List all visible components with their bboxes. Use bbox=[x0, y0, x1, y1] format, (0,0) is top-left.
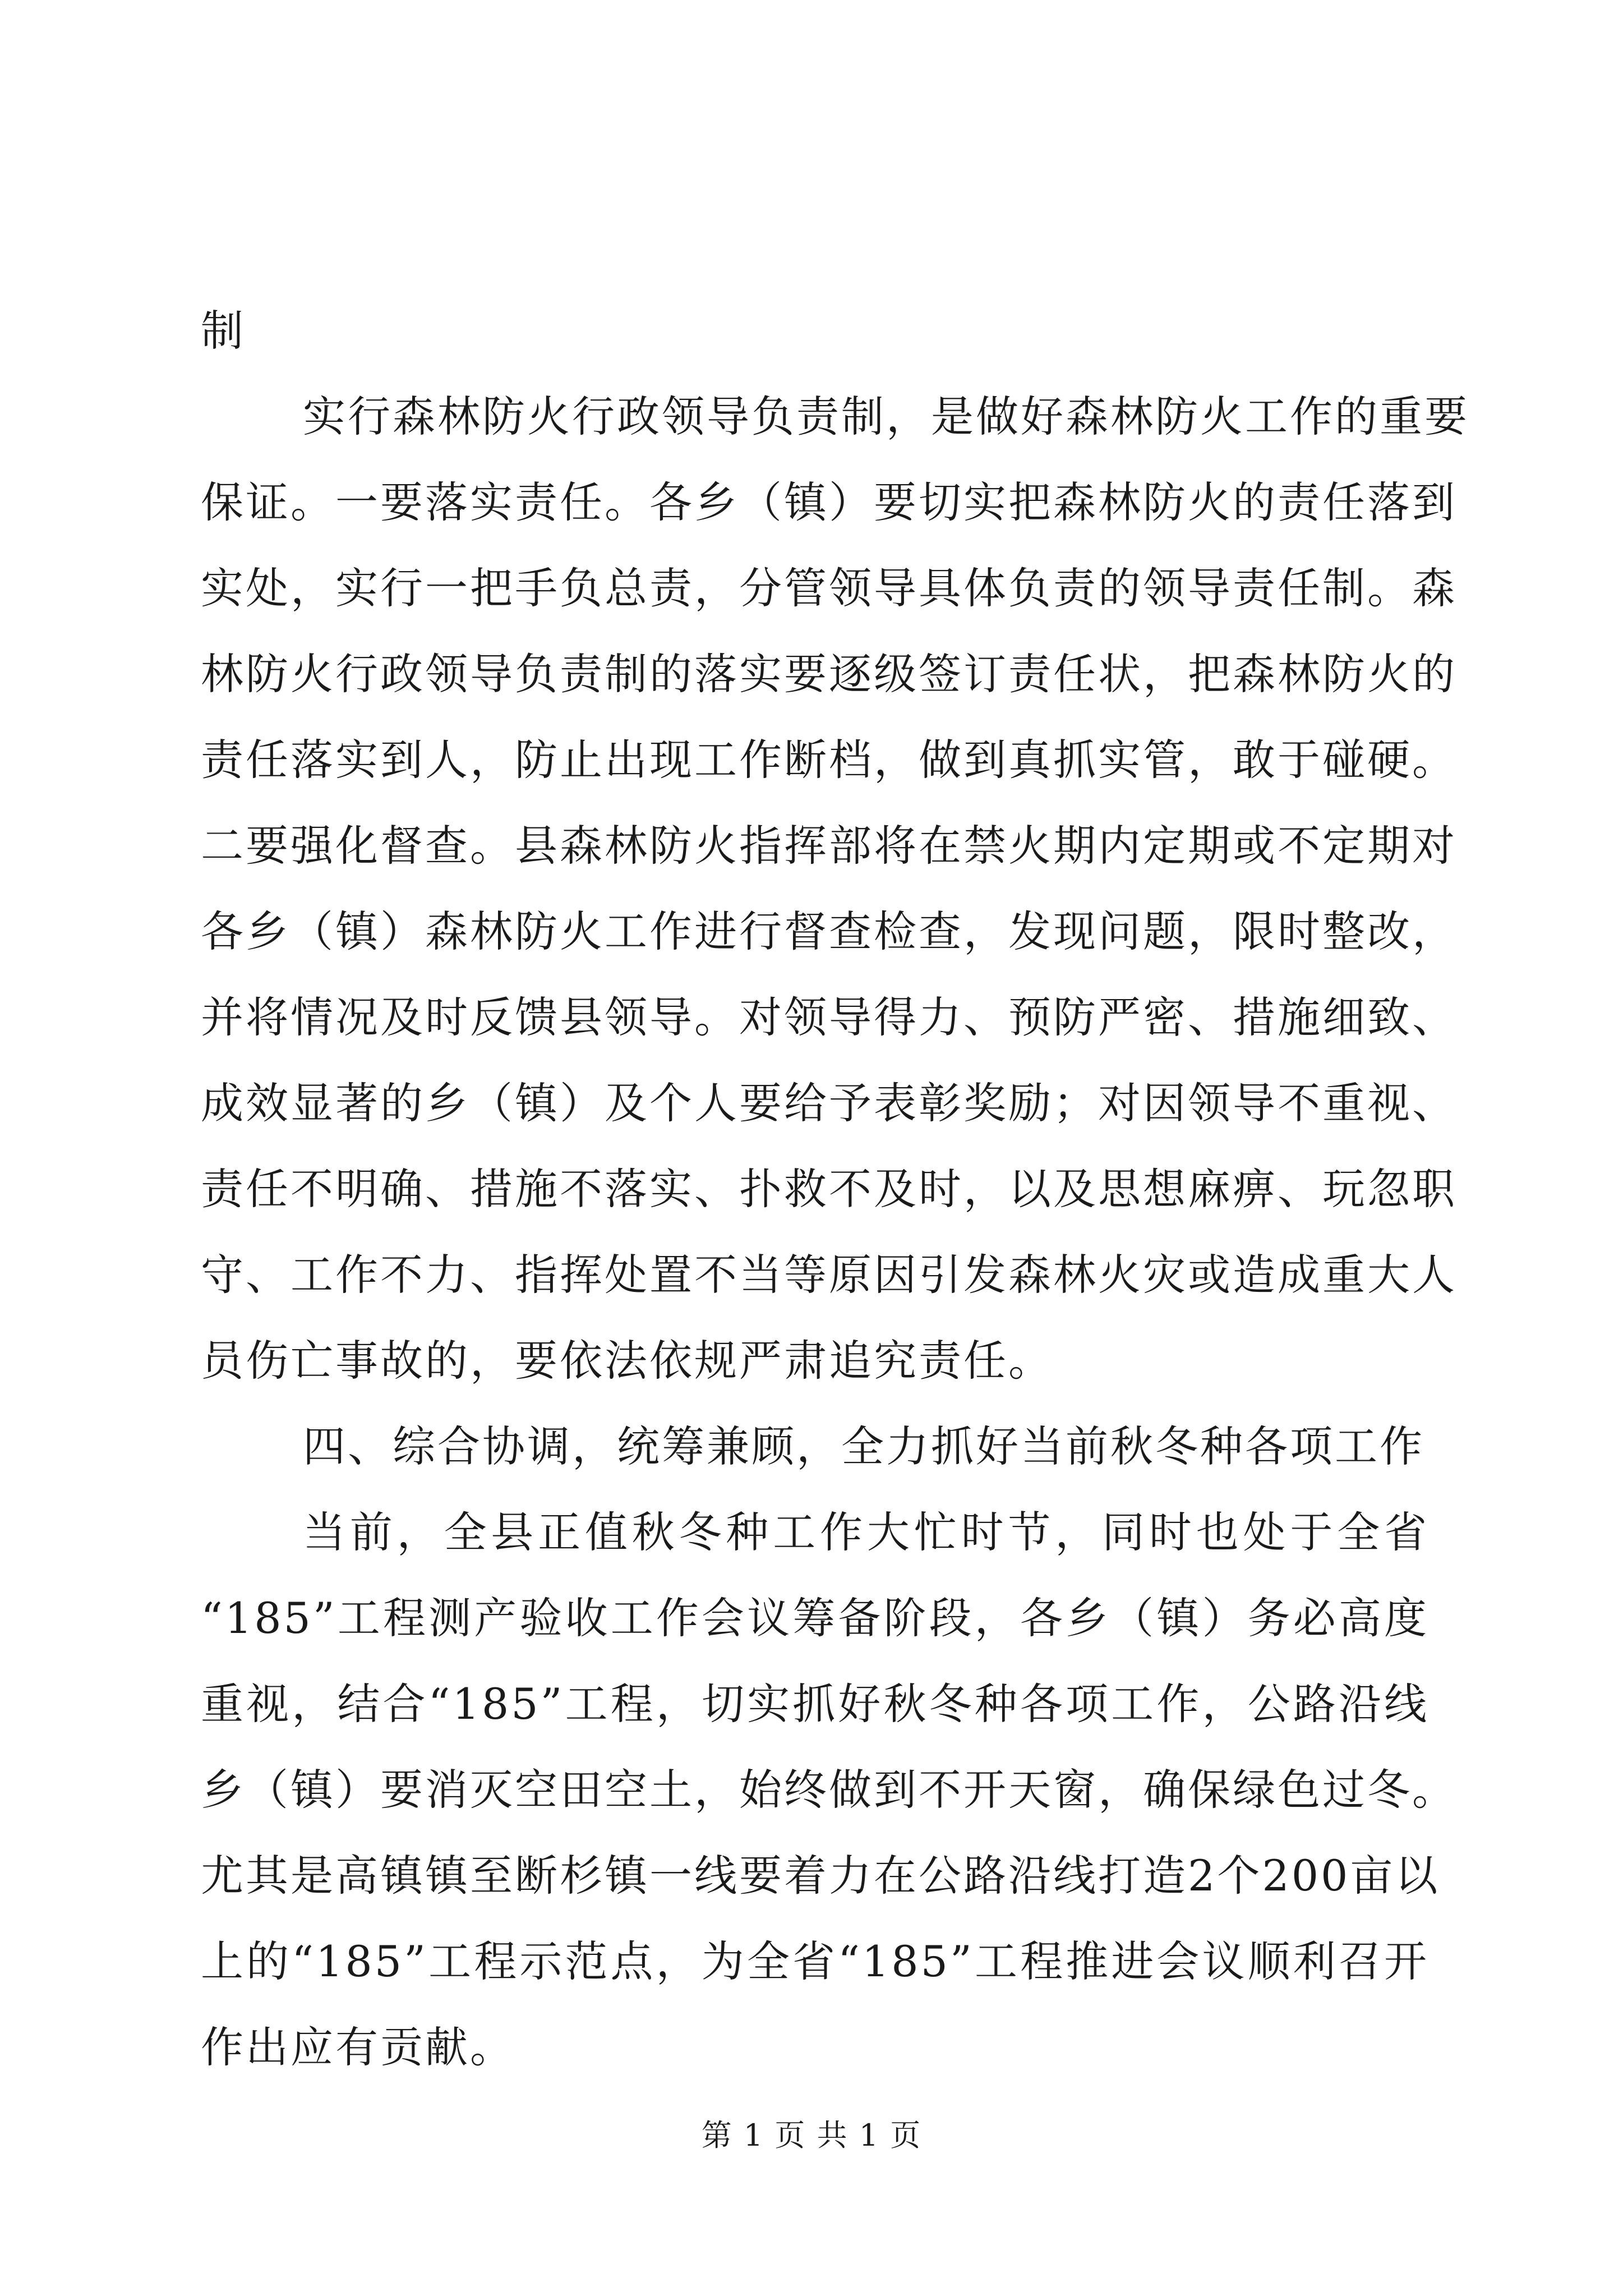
text-line: “185”工程测产验收工作会议筹备阶段，各乡（镇）务必高度 bbox=[201, 1593, 1429, 1643]
text-line: 乡（镇）要消灭空田空土，始终做到不开天窗，确保绿色过冬。 bbox=[201, 1765, 1457, 1815]
text-line: 上的“185”工程示范点，为全省“185”工程推进会议顺利召开 bbox=[201, 1936, 1429, 1986]
text-line: 责任不明确、措施不落实、扑救不及时，以及思想麻痹、玩忽职 bbox=[201, 1164, 1457, 1214]
text-line: 重视，结合“185”工程，切实抓好秋冬种各项工作，公路沿线 bbox=[201, 1679, 1429, 1729]
section-heading: 四、综合协调，统筹兼顾，全力抓好当前秋冬种各项工作 bbox=[303, 1421, 1424, 1471]
text-line: 实处，实行一把手负总责，分管领导具体负责的领导责任制。森 bbox=[201, 563, 1457, 613]
text-line: 保证。一要落实责任。各乡（镇）要切实把森林防火的责任落到 bbox=[201, 477, 1457, 527]
text-line: 成效显著的乡（镇）及个人要给予表彰奖励；对因领导不重视、 bbox=[201, 1078, 1457, 1128]
paragraph-last-line: 作出应有贡献。 bbox=[201, 2022, 515, 2072]
page-number-footer: 第 1 页 共 1 页 bbox=[701, 2118, 922, 2153]
text-line: 责任落实到人，防止出现工作断档，做到真抓实管，敢于碰硬。 bbox=[201, 735, 1457, 785]
paragraph-first-line: 实行森林防火行政领导负责制，是做好森林防火工作的重要 bbox=[303, 392, 1469, 441]
text-line: 各乡（镇）森林防火工作进行督查检查，发现问题，限时整改， bbox=[201, 907, 1457, 956]
text-line: 并将情况及时反馈县领导。对领导得力、预防严密、措施细致、 bbox=[201, 992, 1457, 1042]
text-line: 二要强化督查。县森林防火指挥部将在禁火期内定期或不定期对 bbox=[201, 821, 1457, 871]
text-line: 尤其是高镇镇至断杉镇一线要着力在公路沿线打造2个200亩以 bbox=[201, 1851, 1440, 1901]
text-line: 林防火行政领导负责制的落实要逐级签订责任状，把森林防火的 bbox=[201, 649, 1457, 699]
text-line: 制 bbox=[201, 306, 246, 356]
text-line: 守、工作不力、指挥处置不当等原因引发森林火灾或造成重大人 bbox=[201, 1250, 1457, 1300]
paragraph-first-line: 当前，全县正值秋冬种工作大忙时节，同时也处于全省 bbox=[303, 1507, 1429, 1557]
paragraph-last-line: 员伤亡事故的，要依法依规严肃追究责任。 bbox=[201, 1336, 1053, 1386]
